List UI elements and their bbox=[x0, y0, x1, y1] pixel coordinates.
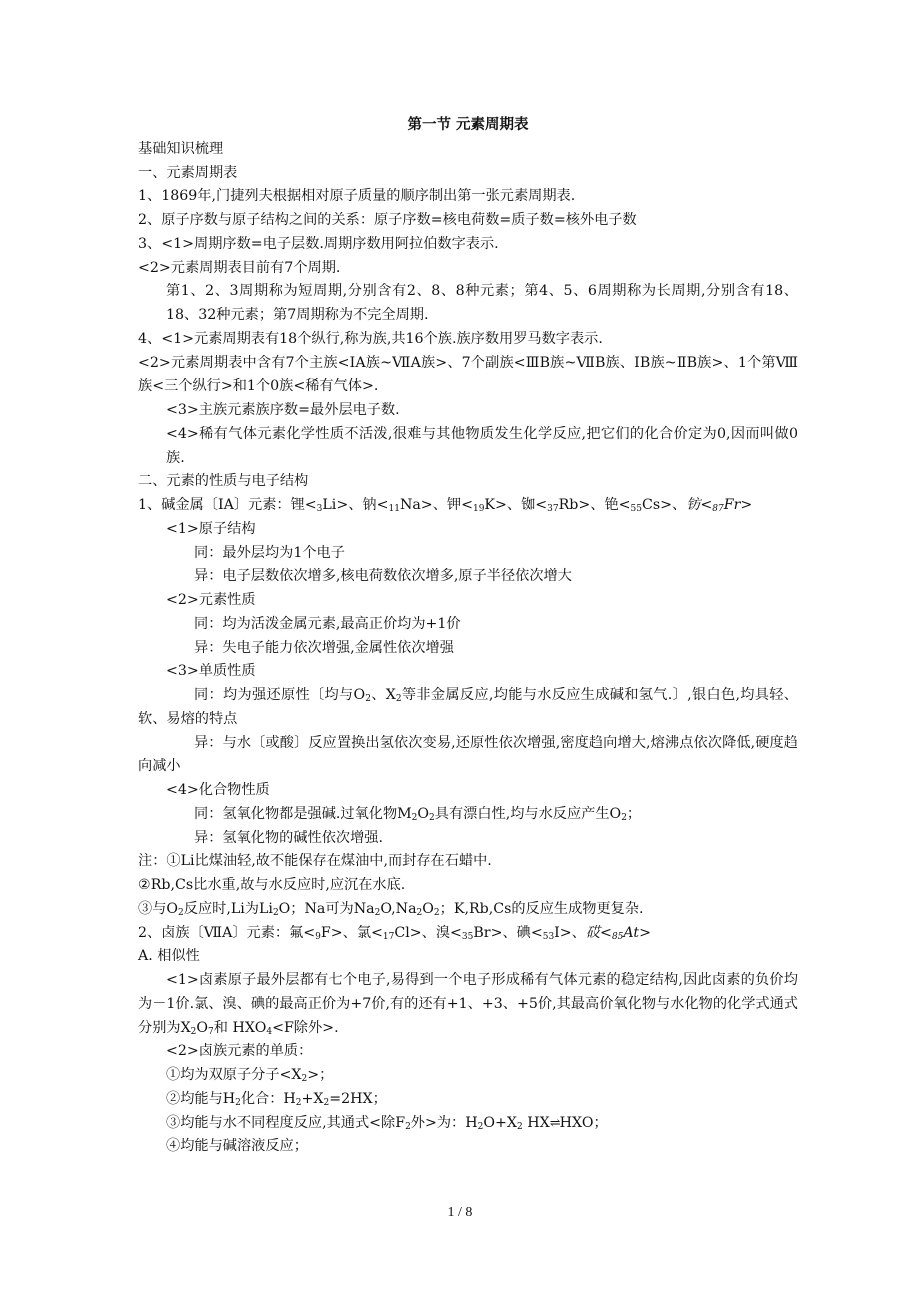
text-line: 同：均为活泼金属元素,最高正价均为+1价 bbox=[194, 615, 461, 632]
text-line: ④均能与碱溶液反应； bbox=[166, 1138, 308, 1155]
alkali-metals-line: 1、碱金属〔ⅠA〕元素：锂$<_3Li>$、钠$<_{11}Na>$、钾$<_{19}K>$、铷$<_{37}Rb>$、铯$<_{55}Cs>$、钫$<_{87}Fr>$ bbox=[138, 497, 753, 514]
halogens-line: 2、卤族〔ⅦA〕元素：氟$<_9F>$、氯$<_{17}Cl>$、溴$<_{35}Br>$、碘$<_{53}I>$、砹$<_{85}At>$ bbox=[138, 924, 651, 942]
page-number: 1 / 8 bbox=[447, 1205, 473, 1220]
text-line: ①均为双原子分子$<X_2>$； bbox=[166, 1067, 334, 1084]
text-line: 同：氢氧化物都是强碱.过氧化物$M_2O_2$具有漂白性,均与水反应产生$O_2$； bbox=[194, 805, 642, 823]
note-line: ③与$O_2$反应时,Li为$Li_2O$；Na可为$Na_2O,Na_2O_2$；K,Rb,Cs的反应生成物更复杂. bbox=[138, 900, 644, 918]
text-paragraph: 同：均为强还原性〔均与$O_2$、$X_2$等非金属反应,均能与水反应生成碱和氢气.〕,银白色,均具轻、软、易熔的特点 bbox=[138, 687, 798, 727]
document-body bbox=[138, 114, 798, 1159]
text-paragraph: <4>稀有气体元素化学性质不活泼,很难与其他物质发生化学反应,把它们的化合价定为0,因而叫做0族. bbox=[166, 425, 798, 466]
text-line: 异：失电子能力依次增强,金属性依次增强 bbox=[194, 639, 454, 656]
text-line: 4、<1>元素周期表有18个纵行,称为族,共16个族.族序数用罗马数字表示. bbox=[138, 330, 603, 347]
text-line: 同：最外层均为1个电子 bbox=[194, 544, 345, 561]
text-line: 异：电子层数依次增多,核电荷数依次增多,原子半径依次增大 bbox=[194, 568, 572, 585]
note-line: 注：①Li比煤油轻,故不能保存在煤油中,而封存在石蜡中. bbox=[138, 853, 492, 870]
text-paragraph: <1>卤素原子最外层都有七个电子,易得到一个电子形成稀有气体元素的稳定结构,因此卤素的负价均为－1价.氯、溴、碘的最高正价为+7价,有的还有+1、+3、+5价,其最高价氧化物与水化物的化学式通式分别为$X_2O_7$和 $HXO_4<F$除外>. bbox=[138, 972, 798, 1037]
text-line: A. 相似性 bbox=[138, 948, 200, 965]
text-line: <2>元素周期表目前有7个周期. bbox=[138, 259, 341, 276]
page-title: 第一节 元素周期表 bbox=[407, 117, 529, 133]
text-line: <4>化合物性质 bbox=[166, 782, 270, 798]
note-line: ②Rb,Cs比水重,故与水反应时,应沉在水底. bbox=[138, 877, 406, 893]
text-paragraph: 异：与水〔或酸〕反应置换出氢依次变易,还原性依次增强,密度趋向增大,熔沸点依次降低,硬度趋向减小 bbox=[138, 734, 798, 775]
text-line: 3、<1>周期序数=电子层数.周期序数用阿拉伯数字表示. bbox=[138, 235, 499, 252]
text-line: <1>原子结构 bbox=[166, 520, 256, 537]
text-line: 1、1869年,门捷列夫根据相对原子质量的顺序制出第一张元素周期表. bbox=[138, 188, 576, 205]
text-line: ②均能与$H_2$化合：$H_2+X_2=2HX$； bbox=[166, 1090, 387, 1108]
text-line: <2>元素性质 bbox=[166, 592, 256, 608]
text-line: <3>单质性质 bbox=[166, 663, 256, 680]
text-paragraph: <2>元素周期表中含有7个主族<ⅠA族~ⅦA族>、7个副族<ⅢB族~ⅦB族、ⅠB族~ⅡB族>、1个第Ⅷ族<三个纵行>和1个0族<稀有气体>. bbox=[138, 354, 798, 395]
text-line: <3>主族元素族序数=最外层电子数. bbox=[166, 402, 400, 418]
text-line: <2>卤族元素的单质： bbox=[166, 1043, 313, 1060]
text-line: ③均能与水不同程度反应,其通式<除$F_2$外>为：$H_2O+X_2$ HX⇌HXO； bbox=[166, 1114, 608, 1132]
section-heading: 二、元素的性质与电子结构 bbox=[138, 473, 309, 490]
text-line: 异：氢氧化物的碱性依次增强. bbox=[194, 829, 383, 846]
text-paragraph: 第1、2、3周期称为短周期,分别含有2、8、8种元素；第4、5、6周期称为长周期,分别含有18、18、32种元素；第7周期称为不完全周期. bbox=[166, 283, 798, 323]
section-heading: 基础知识梳理 bbox=[138, 140, 224, 157]
text-line: 2、原子序数与原子结构之间的关系：原子序数=核电荷数=质子数=核外电子数 bbox=[138, 212, 637, 228]
equilibrium-arrow-icon: ⇌ bbox=[549, 1115, 560, 1131]
section-heading: 一、元素周期表 bbox=[138, 164, 238, 181]
